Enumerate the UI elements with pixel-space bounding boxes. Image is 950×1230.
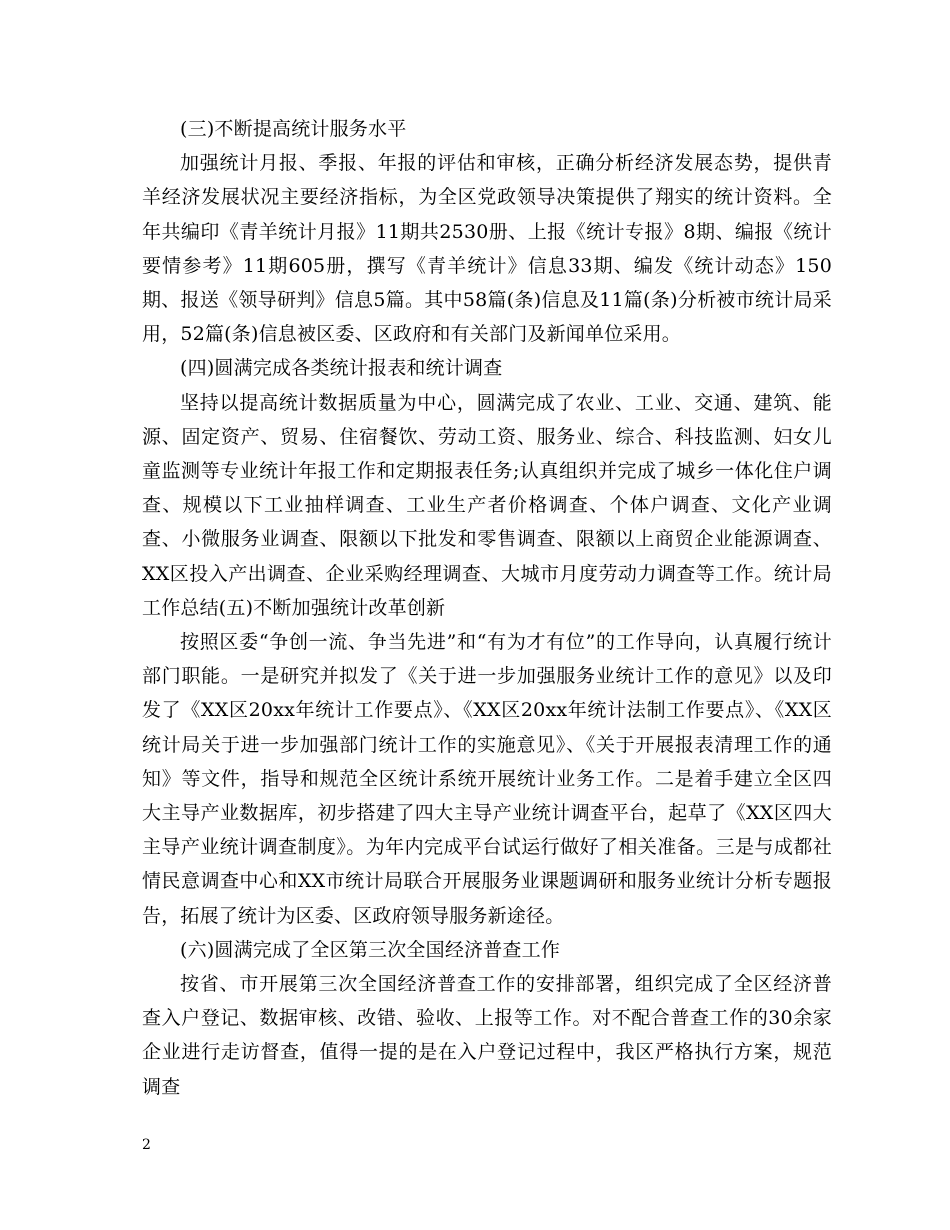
paragraph-reform-innovation: 按照区委“争创一流、争当先进”和“有为才有位”的工作导向，认真履行统计部门职能。一是研究并拟发了《关于进一步加强服务业统计工作的意见》以及印发了《XX区20xx年统计工作要点》、《XX区20xx年统计法制工作要点》、《XX区统计局关于进一步加强部门统计工作的实施意见》、《关于开展报表清理工作的通知》等文件，指导和规范全区统计系统开展统计业务工作。二是着手建立全区四大主导产业数据库，初步搭建了四大主导产业统计调查平台，起草了《XX区四大主导产业统计调查制度》。为年内完成平台试运行做好了相关准备。三是与成都社情民意调查中心和XX市统计局联合开展服务业课题调研和服务业统计分析专题报告，拓展了统计为区委、区政府领导服务新途径。	[142, 631, 832, 927]
section-heading-3: (三)不断提高统计服务水平	[180, 118, 407, 140]
paragraph-statistics-reports: 坚持以提高统计数据质量为中心，圆满完成了农业、工业、交通、建筑、能源、固定资产、贸易、住宿餐饮、劳动工资、服务业、综合、科技监测、妇女儿童监测等专业统计年报工作和定期报表任务;认真组织并完成了城乡一体化住户调查、规模以下工业抽样调查、工业生产者价格调查、个体户调查、文化产业调查、小微服务业调查、限额以下批发和零售调查、限额以上商贸企业能源调查、XX区投入产出调查、企业采购经理调查、大城市月度劳动力调查等工作。统计局工作总结(五)不断加强统计改革创新	[142, 391, 832, 619]
section-heading-4: (四)圆满完成各类统计报表和统计调查	[180, 357, 503, 380]
section-heading-6: (六)圆满完成了全区第三次全国经济普查工作	[180, 938, 561, 961]
page-number: 2	[142, 1137, 151, 1153]
paragraph-economic-census: 按省、市开展第三次全国经济普查工作的安排部署，组织完成了全区经济普查入户登记、数据审核、改错、验收、上报等工作。对不配合普查工作的30余家企业进行走访督查，值得一提的是在入户登记过程中，我区严格执行方案，规范调查	[142, 973, 832, 1098]
paragraph-statistics-service: 加强统计月报、季报、年报的评估和审核，正确分析经济发展态势，提供青羊经济发展状况主要经济指标，为全区党政领导决策提供了翔实的统计资料。全年共编印《青羊统计月报》11期共2530册、上报《统计专报》8期、编报《统计要情参考》11期605册，撰写《青羊统计》信息33期、编发《统计动态》150期、报送《领导研判》信息5篇。其中58篇(条)信息及11篇(条)分析被市统计局采用，52篇(条)信息被区委、区政府和有关部门及新闻单位采用。	[142, 152, 832, 346]
document-body	[142, 112, 832, 1104]
